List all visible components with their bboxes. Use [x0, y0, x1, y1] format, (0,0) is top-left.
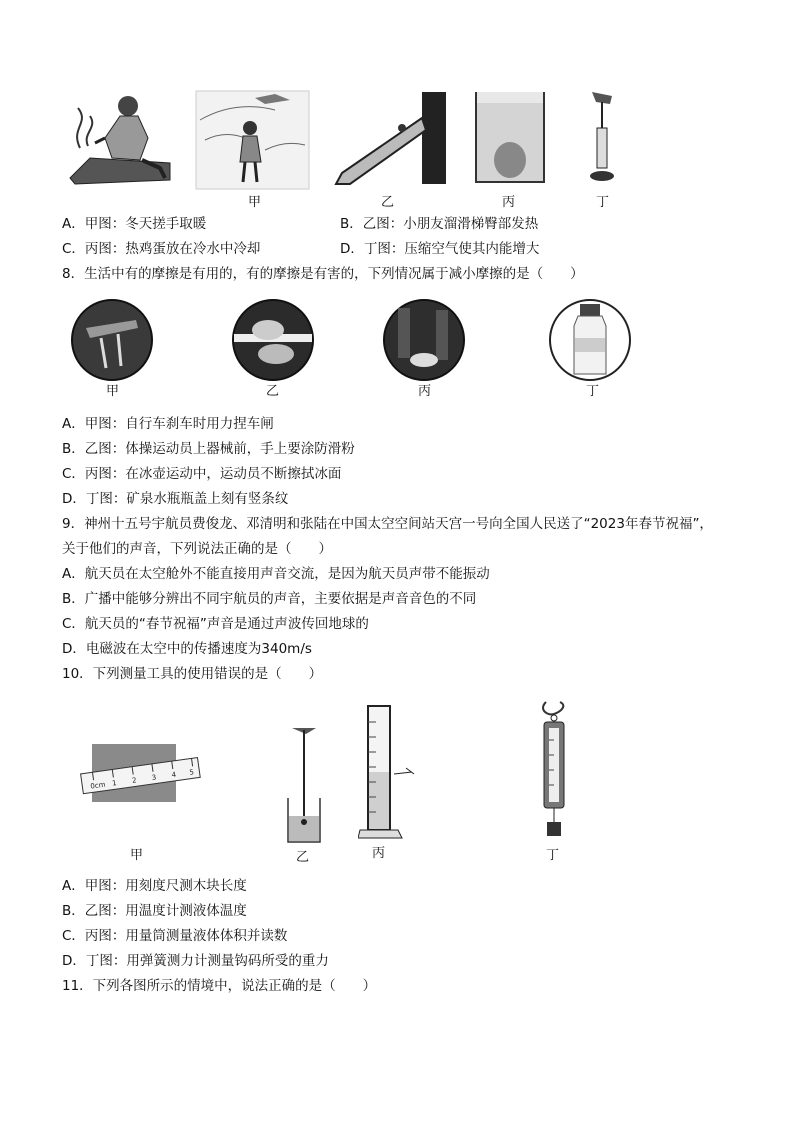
q8-option-a: A．甲图：自行车刹车时用力捏车闸 [62, 416, 274, 432]
q9-option-b: B．广播中能够分辨出不同宇航员的声音，主要依据是声音音色的不同 [62, 591, 477, 607]
q10-ruler-tick: 4 [171, 770, 177, 780]
q7-caption-yi: 乙 [381, 195, 395, 210]
q7-caption-bing: 丙 [502, 195, 516, 210]
q8-caption-jia: 甲 [106, 384, 120, 399]
q10-caption-ding: 丁 [546, 848, 560, 863]
q8-figure-bike-brake [66, 298, 158, 382]
q7-figure-beaker-egg [470, 88, 550, 186]
q10-option-d: D．丁图：用弹簧测力计测量钩码所受的重力 [62, 953, 329, 969]
q8-option-c: C．丙图：在冰壶运动中，运动员不断擦拭冰面 [62, 466, 342, 482]
q8-figure-curling [378, 298, 470, 382]
q9-option-d: D．电磁波在太空中的传播速度为340m/s [62, 641, 312, 657]
q10-ruler-tick: 3 [151, 773, 157, 783]
q8-caption-yi: 乙 [266, 384, 280, 399]
q9-stem-line2: 关于他们的声音，下列说法正确的是（ ） [62, 541, 332, 557]
q10-ruler-tick-labels [78, 740, 204, 806]
q8-option-d: D．丁图：矿泉水瓶瓶盖上刻有竖条纹 [62, 491, 289, 507]
q9-option-c: C．航天员的“春节祝福”声音是通过声波传回地球的 [62, 616, 369, 632]
q7-figure-child-wind [195, 90, 310, 190]
q10-ruler-tick: 2 [131, 776, 138, 785]
q9-stem-line1: 9．神州十五号宇航员费俊龙、邓清明和张陆在中国太空空间站天宫一号向全国人民送了“2023年春节祝福”， [62, 516, 713, 532]
q7-option-a: A．甲图：冬天搓手取暖 [62, 216, 207, 232]
q10-option-c: C．丙图：用量筒测量液体体积并读数 [62, 928, 288, 944]
q10-figure-graduated-cylinder [358, 702, 420, 842]
q10-caption-bing: 丙 [372, 846, 386, 861]
q9-option-a: A．航天员在太空舱外不能直接用声音交流，是因为航天员声带不能振动 [62, 566, 490, 582]
q10-ruler-tick: 0cm [89, 780, 107, 791]
q7-figure-air-pump [582, 88, 622, 188]
q10-figure-thermometer-beaker [284, 724, 324, 844]
q7-option-b: B．乙图：小朋友溜滑梯臀部发热 [340, 216, 539, 232]
q7-figure-rubbing-hands [60, 88, 180, 188]
q8-option-b: B．乙图：体操运动员上器械前，手上要涂防滑粉 [62, 441, 355, 457]
q11-stem: 11．下列各图所示的情境中，说法正确的是（ ） [62, 978, 377, 994]
q8-figure-water-bottle [544, 298, 636, 382]
q7-option-d: D．丁图：压缩空气使其内能增大 [340, 241, 540, 257]
q8-caption-bing: 丙 [418, 384, 432, 399]
q7-figure-slide [330, 88, 450, 188]
q10-ruler-tick: 1 [111, 779, 118, 788]
q7-caption-ding: 丁 [596, 195, 610, 210]
q10-caption-yi: 乙 [296, 850, 310, 865]
q7-option-c: C．丙图：热鸡蛋放在冷水中冷却 [62, 241, 261, 257]
q8-stem: 8．生活中有的摩擦是有用的，有的摩擦是有害的，下列情况属于减小摩擦的是（ ） [62, 266, 584, 282]
q10-stem: 10．下列测量工具的使用错误的是（ ） [62, 666, 323, 682]
q10-ruler-tick: 5 [188, 768, 195, 777]
q10-option-a: A．甲图：用刻度尺测木块长度 [62, 878, 247, 894]
q10-figure-spring-scale [534, 700, 574, 842]
q10-option-b: B．乙图：用温度计测液体温度 [62, 903, 247, 919]
q10-caption-jia: 甲 [130, 848, 144, 863]
q8-figure-gymnast-hands [228, 298, 318, 382]
q8-caption-ding: 丁 [586, 384, 600, 399]
q7-caption-jia: 甲 [248, 195, 262, 210]
